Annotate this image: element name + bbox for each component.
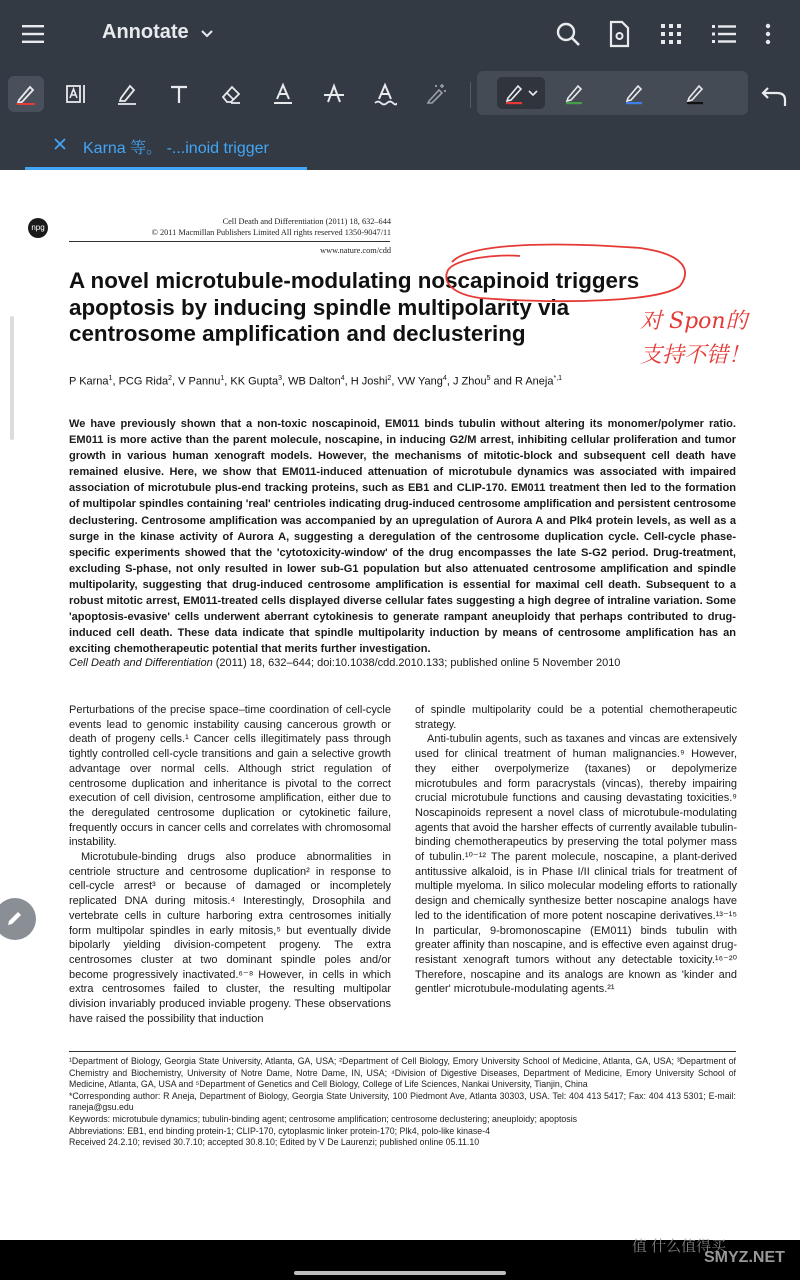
author-name: H Joshi (350, 375, 388, 388)
body-column-left (69, 703, 391, 1026)
highlighter-icon (115, 82, 139, 106)
footnotes (69, 1056, 736, 1149)
document-tab-strip (0, 122, 800, 170)
text-select-tool-button[interactable] (58, 76, 94, 112)
squiggly-tool-button[interactable] (367, 76, 403, 112)
author-name: VW Yang (397, 375, 443, 388)
search-icon[interactable] (553, 19, 583, 49)
author-name: P Karna (69, 375, 109, 388)
npg-logo: npg (28, 218, 48, 238)
pen-green-button[interactable] (553, 77, 597, 109)
pen-red-button[interactable] (497, 77, 545, 109)
strikethrough-tool-button[interactable] (316, 76, 352, 112)
edit-fab[interactable] (0, 898, 36, 940)
pencil-icon (5, 908, 25, 928)
pen-black-button[interactable] (674, 77, 718, 109)
journal-copyright: © 2011 Macmillan Publishers Limited All rights reserved 1350-9047/11 (151, 228, 391, 237)
pen-icon (623, 81, 647, 105)
author-affiliation: 5 (486, 375, 491, 382)
app-bar (0, 0, 800, 68)
footnote: ¹Department of Biology, Georgia State University, Atlanta, GA, USA; ²Department of Cell Biology, Emory University School of Medicine, Atlanta, GA, USA; ³Department of Chemistry and Biochemistry, University of Notre Dame, Notre Dame, IN, USA; ⁴Division of Digestive Diseases, Department of Medicine, Emory University School of Medicine, Atlanta, GA, USA and ⁵Department of Genetics and Cell Biology, College of Life Sciences, Nankai University, Tianjin, China (69, 1056, 736, 1090)
pen-tool-button[interactable] (8, 76, 44, 112)
tab-label: Karna 等。 -...inoid trigger (83, 140, 269, 157)
paragraph: Perturbations of the precise space–time coordination of cell-cycle events lead to genomic instability causing cancerous growth or death of progeny cells.¹ Cancer cells illegitimately pass through tightly controlled cell-cycle transitions and gain a selective growth advantage over normal cells. Although strict regulation of centrosome duplication and inheritance is pivotal to the correct execution of cell division, centrosome amplification, either due to the deregulated centrosome duplication or cytokinetic failure, frequently occurs in cancer cells and correlates with chromosomal instability. (69, 704, 391, 849)
author-affiliation: 3 (278, 375, 282, 382)
text-tool-button[interactable] (161, 76, 197, 112)
footnote: Abbreviations: EB1, end binding protein-1; CLIP-170, cytoplasmic linker protein-170; Plk4, polo-like kinase-4 (69, 1125, 491, 1136)
title-line: centrosome amplification and declustering (69, 321, 526, 347)
author-list: P Karna$^1$, PCG Rida$^2$, V Pannu$^1$, KK Gupta$^3$, WB Dalton$^4$, H Joshi$^2$, VW Yang$^4$, J Zhou$^5$ and R Aneja$^{*,1}$ (69, 375, 563, 388)
text-select-icon (64, 82, 88, 106)
journal-url: www.nature.com/cdd (320, 246, 391, 255)
citation-details: (2011) 18, 632–644; doi:10.1038/cdd.2010.133; published online 5 November 2010 (212, 657, 621, 669)
toolbar-separator (470, 82, 471, 108)
author-name: R Aneja (514, 375, 554, 388)
underline-icon (271, 82, 295, 106)
header-rule (69, 241, 390, 242)
footnote-rule (69, 1051, 736, 1052)
magic-wand-icon (424, 82, 448, 106)
ink-handwriting[interactable]: 支持不错！ (640, 343, 751, 368)
chevron-down-icon[interactable] (198, 24, 216, 42)
pen-icon (503, 81, 527, 105)
footnote: Keywords: microtubule dynamics; tubulin-binding agent; centrosome amplification; centrosome declustering; aneuploidy; apoptosis (69, 1113, 578, 1124)
author-affiliation: 1 (108, 375, 113, 382)
body-column-right (415, 703, 737, 997)
footnote: Received 24.2.10; revised 30.7.10; accepted 30.8.10; Edited by V De Laurenzi; published online 05.11.10 (69, 1137, 480, 1148)
title-line: A novel microtubule-modulating noscapinoid triggers (69, 268, 640, 293)
squiggly-icon (373, 82, 397, 106)
abstract: We have previously shown that a non-toxic noscapinoid, EM011 binds tubulin without altering its monomer/polymer ratio. EM011 is more active than the parent molecule, noscapine, in inducing G2/M arrest, inhibiting cellular proliferation and tumor growth in various human xenograft models. However, the mechanisms of mitotic-block and subsequent cell death have remained elusive. Here, we show that EM011-induced attenuation of microtubule dynamics was associated with impaired association of microtubule plus-end tracking proteins, such as EB1 and CLIP-170. EM011 treatment then led to the formation of multipolar spindles containing 'real' centrioles indicating drug-induced centrosome amplification and persistent centrosome declustering. Centrosome amplification was accompanied by an upregulation of Aurora A and Plk4 protein levels, as well as a surge in the kinase activity of Aurora A, suggesting a deregulation of the centrosome duplication cycle. Cell-cycle phase-specific experiments showed that the 'cytotoxicity-window' of the drug encompasses the late S-G2 period. Drug-treatment, excluding S-phase, not only resulted in lower sub-G1 population but also attenuated centrosome amplification and spindle multipolarity, suggesting that drug-induced centrosome amplification is essential for maximal cell death. Subsequent to a robust mitotic arrest, EM011-treated cells displayed diverse cellular fates suggesting a high degree of intraline variation. Some 'apoptosis-evasive' cells underwent aberrant cytokinesis to generate rampant aneuploidy that perhaps contributed to drug-induced cell death. These data indicate that spindle multipolarity induction by means of centrosome amplification has an exciting chemotherapeutic potential that merits further investigation. (69, 418, 736, 656)
eraser-tool-button[interactable] (213, 76, 249, 112)
text-icon (167, 82, 191, 106)
app-title[interactable]: Annotate (102, 21, 189, 43)
journal-header: Cell Death and Differentiation (2011) 18, 632–644 (222, 217, 391, 226)
pen-blue-button[interactable] (613, 77, 657, 109)
author-affiliation: 1 (220, 375, 225, 382)
author-name: WB Dalton (288, 375, 341, 388)
document-tab[interactable] (25, 122, 307, 170)
chevron-down-icon[interactable] (527, 87, 539, 99)
paragraph: of spindle multipolarity could be a potential chemotherapeutic strategy. (415, 704, 737, 731)
pdf-page[interactable] (0, 170, 800, 1240)
paragraph: Anti-tubulin agents, such as taxanes and vincas are extensively used for clinical treatment of human malignancies.⁹ However, they either overpolymerize (taxanes) or depolymerize microtubules and form paracrystals (vincas), thereby impairing crucial microtubule functions and causing devastating toxicities.⁹ Noscapinoids represent a novel class of microtubule-modulating agents that avoid the harsher effects of currently available tubulin-binding chemotherapeutics by preserving the total polymer mass of tubulin.¹⁰⁻¹² The parent molecule, noscapine, a plant-derived antitussive alkaloid, is in Phase I/II clinical trials for treatment of multiple myeloma. In silico molecular modeling efforts to rationally design and chemically synthesize better noscapine analogs have led to the identification of more potent noscapine derivatives.¹³⁻¹⁵ In particular, 9-bromonoscapine (EM011) binds tubulin with greater affinity than noscapine, and is effective even against drug-resistant xenograft tumors without any detectable toxicity.¹⁶⁻²⁰ Therefore, noscapine and its analogs are known as 'kinder and gentler' microtubule-modulating agents.²¹ (415, 733, 737, 996)
watermark: 值 什么值得买 (632, 1238, 727, 1255)
underline-tool-button[interactable] (265, 76, 301, 112)
home-gesture-handle[interactable] (294, 1271, 506, 1275)
author-name: PCG Rida (118, 375, 169, 388)
author-affiliation: 4 (442, 375, 447, 382)
watermark-url: SMYZ.NET (704, 1249, 785, 1266)
hamburger-menu-icon[interactable] (18, 20, 50, 48)
title-line: apoptosis by inducing spindle multipolarity via (69, 294, 570, 320)
highlighter-tool-button[interactable] (109, 76, 145, 112)
paragraph: Microtubule-binding drugs also produce abnormalities in centriole structure and centrosome duplication² in response to cell-cycle arrest³ or because of damaged or incompletely replicated DNA during mitosis.⁴ Interestingly, Drosophila and vertebrate cells in culture harboring extra centrosomes initially form multipolar spindles in early mitosis,⁵ but eventually divide bipolarly yielding division-competent progeny. The extra centrosomes cluster at two dominant spindle poles and/or become progressively inactivated.⁶⁻⁸ However, in cells in which extra centrosomes failed to cluster, the resulting multipolar division invariably produced inviable progeny. These observations have raised the possibility that induction (69, 851, 391, 1025)
pen-color-tray (477, 71, 748, 115)
author-affiliation: 2 (387, 375, 392, 382)
more-vertical-icon[interactable] (758, 20, 778, 48)
close-icon[interactable] (53, 137, 67, 151)
annotation-toolbar (0, 68, 800, 122)
author-name: J Zhou (452, 375, 487, 388)
magic-pen-tool-button[interactable] (418, 76, 454, 112)
author-affiliation: *,1 (553, 375, 563, 382)
scroll-thumb[interactable] (10, 316, 14, 440)
eraser-icon (219, 82, 243, 106)
strikethrough-icon (322, 82, 346, 106)
grid-view-icon[interactable] (657, 20, 685, 48)
author-affiliation: 2 (168, 375, 173, 382)
list-view-icon[interactable] (709, 20, 739, 48)
pen-icon (684, 81, 708, 105)
pen-icon (563, 81, 587, 105)
citation (69, 657, 620, 669)
footnote: *Corresponding author: R Aneja, Department of Biology, Georgia State University, 100 Piedmont Ave, Atlanta 30303, USA. Tel: 404 413 5417; Fax: 404 413 5301; E-mail: raneja@gsu.edu (69, 1090, 736, 1113)
citation-journal: Cell Death and Differentiation (69, 657, 213, 669)
ink-handwriting[interactable]: 对 Spon的 (640, 309, 748, 334)
author-affiliation: 4 (340, 375, 345, 382)
author-name: V Pannu (178, 375, 221, 388)
pen-icon (14, 82, 38, 106)
document-settings-icon[interactable] (604, 18, 634, 50)
undo-icon[interactable] (760, 82, 788, 108)
author-name: KK Gupta (230, 375, 279, 388)
paper-title (69, 268, 709, 348)
